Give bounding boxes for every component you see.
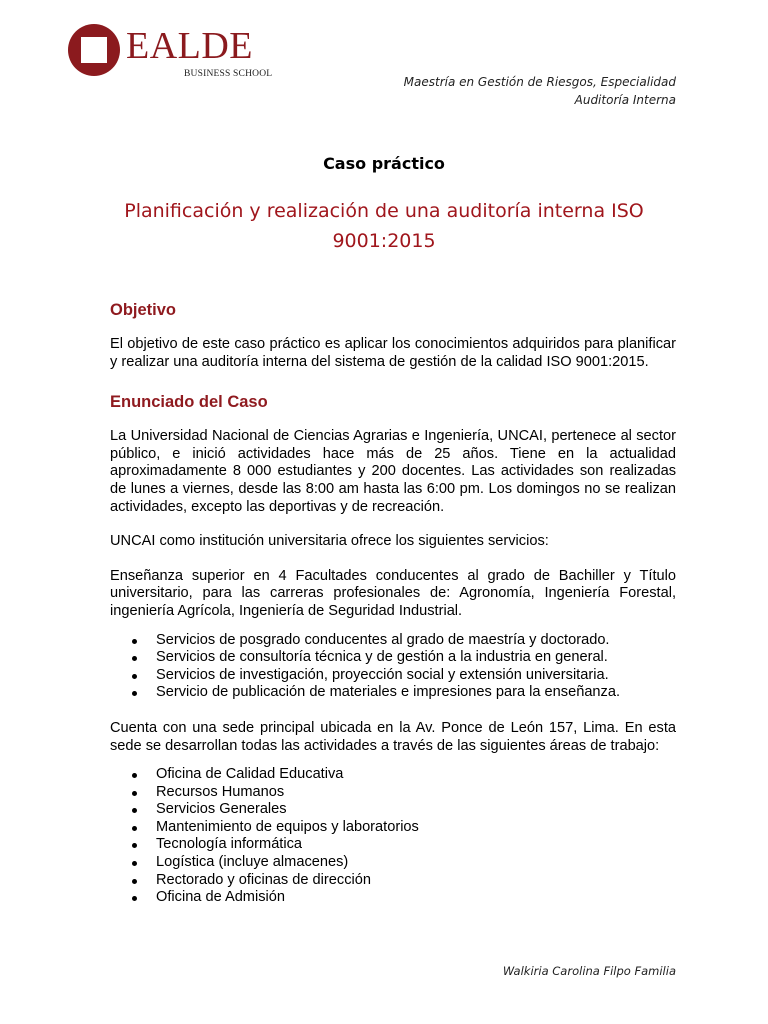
list-item: Tecnología informática [130, 836, 676, 854]
case-paragraph-2: UNCAI como institución universitaria ofrece los siguientes servicios: [110, 533, 549, 550]
logo-name: EALDE [126, 25, 254, 67]
footer-author: Walkiria Carolina Filpo Familia [502, 964, 676, 978]
case-section [110, 390, 676, 907]
list-item: Servicios Generales [130, 801, 676, 819]
document-title: Planificación y realización de una auditoría interna ISO 9001:2015 [124, 200, 644, 252]
case-paragraph-3: Enseñanza superior en 4 Facultades conducentes al grado de Bachiller y Título universitario, para las carreras profesionales de: Agronomía, Ingeniería Forestal, ingeniería Agrícola, Ingeniería de Seguridad Industrial. [110, 567, 676, 619]
objective-section [110, 298, 676, 371]
list-item: Servicio de publicación de materiales e impresiones para la enseñanza. [130, 684, 676, 702]
case-paragraph-4: Cuenta con una sede principal ubicada en la Av. Ponce de León 157, Lima. En esta sede se desarrollan todas las actividades a través de las siguientes áreas de trabajo: [110, 719, 676, 754]
list-item: Servicios de consultoría técnica y de gestión a la industria en general. [130, 649, 676, 667]
list-item: Oficina de Admisión [130, 889, 676, 907]
list-item: Oficina de Calidad Educativa [130, 766, 676, 784]
objective-heading: Objetivo [110, 301, 177, 319]
document-body [110, 298, 676, 907]
logo-subtitle: BUSINESS SCHOOL [184, 69, 273, 79]
list-item: Logística (incluye almacenes) [130, 854, 676, 872]
list-item: Mantenimiento de equipos y laboratorios [130, 819, 676, 837]
list-item: Servicios de posgrado conducentes al grado de maestría y doctorado. [130, 632, 676, 650]
case-paragraph-1: La Universidad Nacional de Ciencias Agrarias e Ingeniería, UNCAI, pertenece al sector público, e inició actividades hace más de 25 años. Tiene en la actualidad aproximadamente 8 000 estudiantes y 200 docentes. Las actividades son realizadas de lunes a viernes, desde las 8:00 am hasta las 6:00 pm. Los domingos no se realizan actividades, excepto las deportivas y de recreación. [110, 428, 676, 515]
document-kind: Caso práctico [323, 154, 445, 173]
list-item: Rectorado y oficinas de dirección [130, 872, 676, 890]
list-item: Servicios de investigación, proyección social y extensión universitaria. [130, 667, 676, 685]
program-line-1: Maestría en Gestión de Riesgos, Especialidad [403, 75, 676, 89]
ealde-logo [68, 22, 278, 84]
program-line-2: Auditoría Interna [574, 93, 676, 107]
services-list [130, 632, 676, 702]
list-item: Recursos Humanos [130, 784, 676, 802]
objective-paragraph: El objetivo de este caso práctico es aplicar los conocimientos adquiridos para planificar y realizar una auditoría interna del sistema de gestión de la calidad ISO 9001:2015. [110, 336, 676, 370]
case-heading: Enunciado del Caso [110, 393, 268, 412]
program-header [404, 73, 676, 109]
ealde-logo-mark-icon [68, 24, 120, 76]
areas-list [130, 766, 676, 907]
